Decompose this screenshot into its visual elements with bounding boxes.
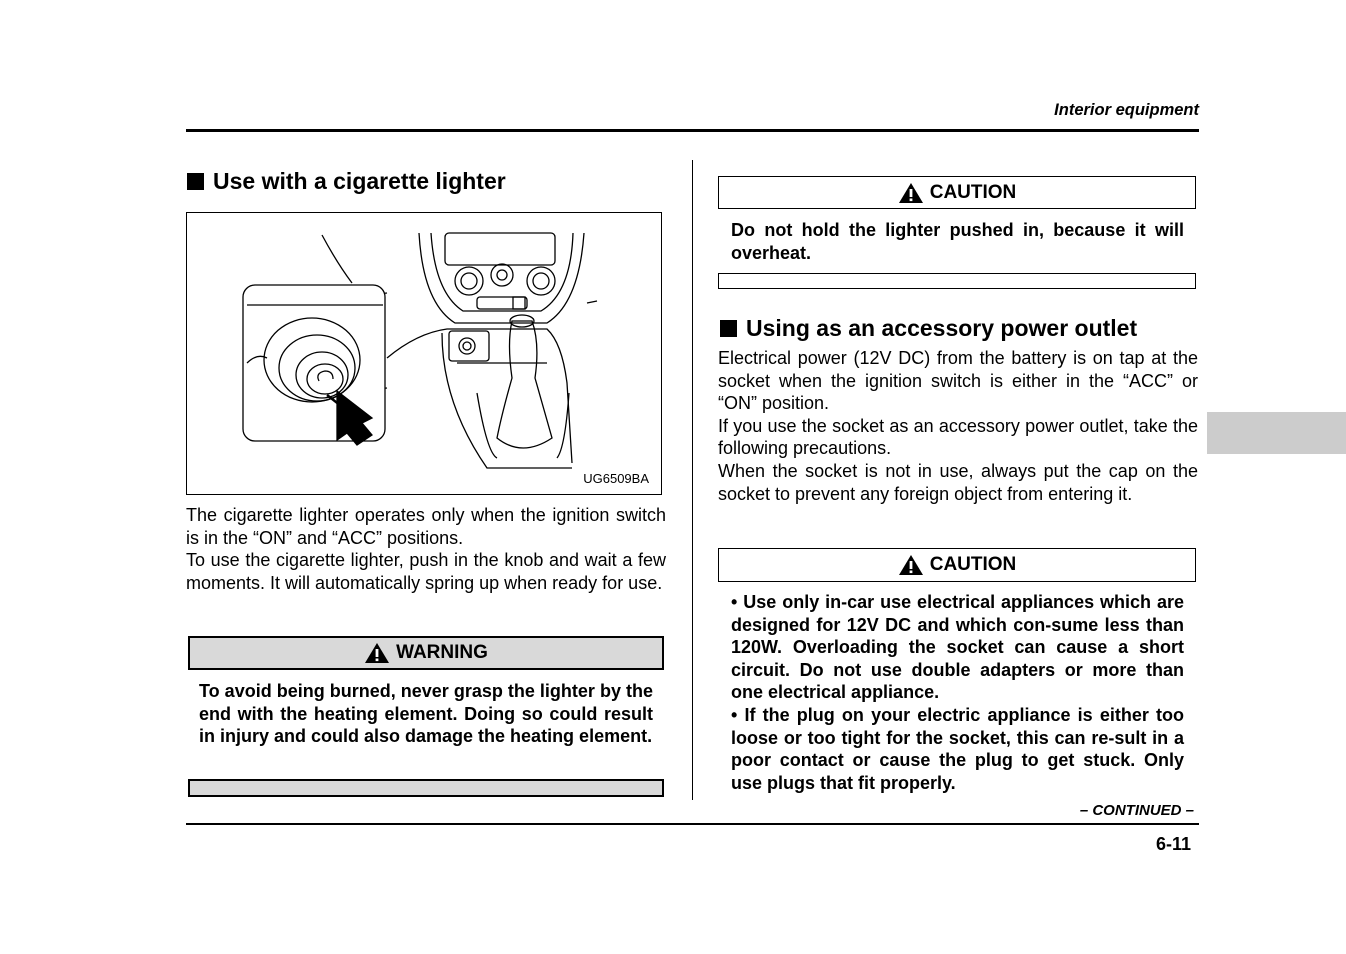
outlet-para-3: When the socket is not in use, always put the cap on the socket to prevent any foreign object from entering it. — [718, 460, 1198, 504]
chapter-tab — [1207, 412, 1346, 454]
caution-1-footer-bar — [718, 273, 1196, 289]
header-rule — [186, 129, 1199, 132]
square-bullet-icon — [720, 320, 737, 337]
running-header: Interior equipment — [1054, 101, 1199, 119]
section-heading-cigarette-lighter: Use with a cigarette lighter — [187, 168, 506, 195]
outlet-para-2: If you use the socket as an accessory power outlet, take the following precautions. — [718, 415, 1198, 459]
column-divider — [692, 160, 693, 800]
square-bullet-icon — [187, 173, 204, 190]
lighter-para-1: The cigarette lighter operates only when the ignition switch is in the “ON” and “ACC” positions. — [186, 505, 666, 548]
page-number: 6-11 — [1155, 834, 1191, 854]
caution-1-text: Do not hold the lighter pushed in, because it will overheat. — [731, 220, 1184, 263]
caution-2-item: • If the plug on your electric appliance is either too loose or too tight for the socket, this can re-sult in a poor contact or cause the plug to get stuck. Only use plugs that fit properly. — [731, 704, 1184, 793]
section-heading-accessory-outlet: Using as an accessory power outlet — [720, 315, 1137, 342]
outlet-para-1: Electrical power (12V DC) from the battery is on tap at the socket when the ignition switch is either in the “ACC” or “ON” position. — [718, 348, 1198, 414]
caution-triangle-icon — [898, 182, 924, 204]
figure-code: UG6509BA — [583, 471, 649, 486]
warning-triangle-icon — [364, 642, 390, 664]
warning-text: To avoid being burned, never grasp the lighter by the end with the heating element. Doing so could result in injury and could also damage the heating element. — [199, 681, 653, 747]
warning-footer-bar — [188, 779, 664, 797]
lighter-para-2: To use the cigarette lighter, push in the knob and wait a few moments. It will automatically spring up when ready for use. — [186, 550, 666, 593]
caution-header-1: CAUTION — [718, 176, 1196, 209]
lighter-description — [186, 504, 666, 594]
caution-header-2: CAUTION — [718, 548, 1196, 582]
footer-rule — [186, 823, 1199, 825]
cigarette-lighter-figure — [186, 212, 662, 495]
warning-header: WARNING — [188, 636, 664, 670]
caution-triangle-icon — [898, 554, 924, 576]
console-illustration — [187, 213, 661, 494]
caution-2-list — [731, 591, 1184, 794]
continued-label: – CONTINUED – — [1079, 802, 1194, 819]
caution-2-item: • Use only in-car use electrical appliances which are designed for 12V DC and which con-sume less than 120W. Overloading the socket can cause a short circuit. Do not use double adapters or more than one electrical appliance. — [731, 592, 1184, 703]
outlet-description — [718, 347, 1198, 505]
